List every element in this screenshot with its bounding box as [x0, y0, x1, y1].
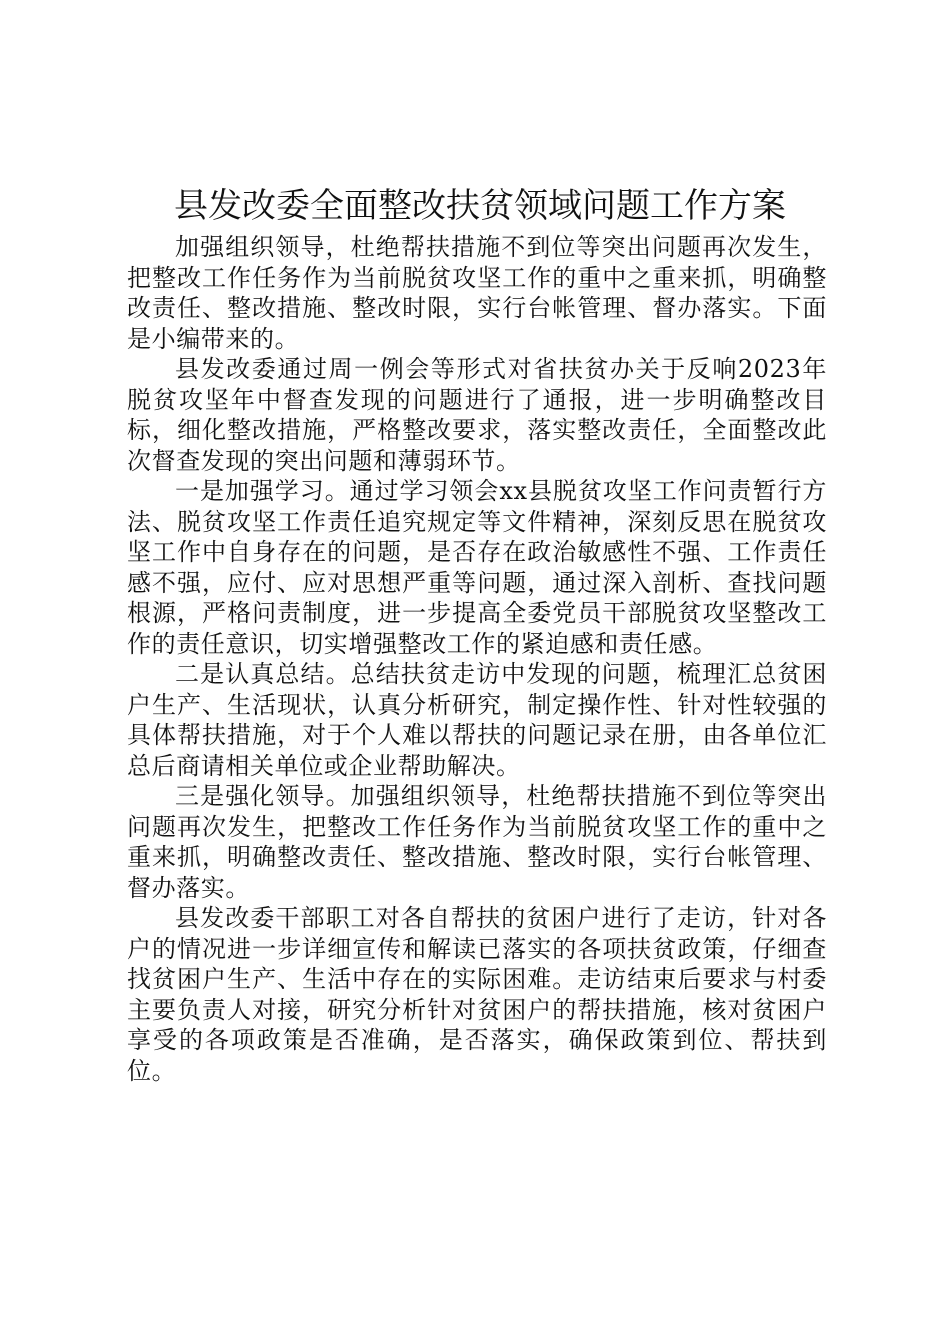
paragraph-summary: 二是认真总结。总结扶贫走访中发现的问题，梳理汇总贫困户生产、生活现状，认真分析研究，制定操作性、针对性较强的具体帮扶措施，对于个人难以帮扶的问题记录在册，由各单位汇总后商请相关单位或企业帮助解决。 [127, 660, 827, 780]
paragraph-visits: 县发改委干部职工对各自帮扶的贫困户进行了走访，针对各户的情况进一步详细宣传和解读已落实的各项扶贫政策，仔细查找贫困户生产、生活中存在的实际困难。走访结束后要求与村委主要负责人对接，研究分析针对贫困户的帮扶措施，核对贫困户享受的各项政策是否准确，是否落实，确保政策到位、帮扶到位。 [127, 904, 827, 1085]
paragraph-intro: 加强组织领导，杜绝帮扶措施不到位等突出问题再次发生，把整改工作任务作为当前脱贫攻坚工作的重中之重来抓，明确整改责任、整改措施、整改时限，实行台帐管理、督办落实。下面是小编带来的。 [127, 233, 827, 353]
document-title: 县发改委全面整改扶贫领域问题工作方案 [174, 186, 786, 226]
paragraph-study: 一是加强学习。通过学习领会xx县脱贫攻坚工作问责暂行方法、脱贫攻坚工作责任追究规定等文件精神，深刻反思在脱贫攻坚工作中自身存在的问题，是否存在政治敏感性不强、工作责任感不强，应付、应对思想严重等问题，通过深入剖析、查找问题根源，严格问责制度，进一步提高全委党员干部脱贫攻坚整改工作的责任意识，切实增强整改工作的紧迫感和责任感。 [127, 477, 827, 658]
document-body [127, 232, 827, 1086]
paragraph-leadership: 三是强化领导。加强组织领导，杜绝帮扶措施不到位等突出问题再次发生，把整改工作任务作为当前脱贫攻坚工作的重中之重来抓，明确整改责任、整改措施、整改时限，实行台帐管理、督办落实。 [127, 782, 827, 902]
paragraph-notification: 县发改委通过周一例会等形式对省扶贫办关于反响2023年脱贫攻坚年中督查发现的问题进行了通报，进一步明确整改目标，细化整改措施，严格整改要求，落实整改责任，全面整改此次督查发现的突出问题和薄弱环节。 [127, 355, 827, 475]
